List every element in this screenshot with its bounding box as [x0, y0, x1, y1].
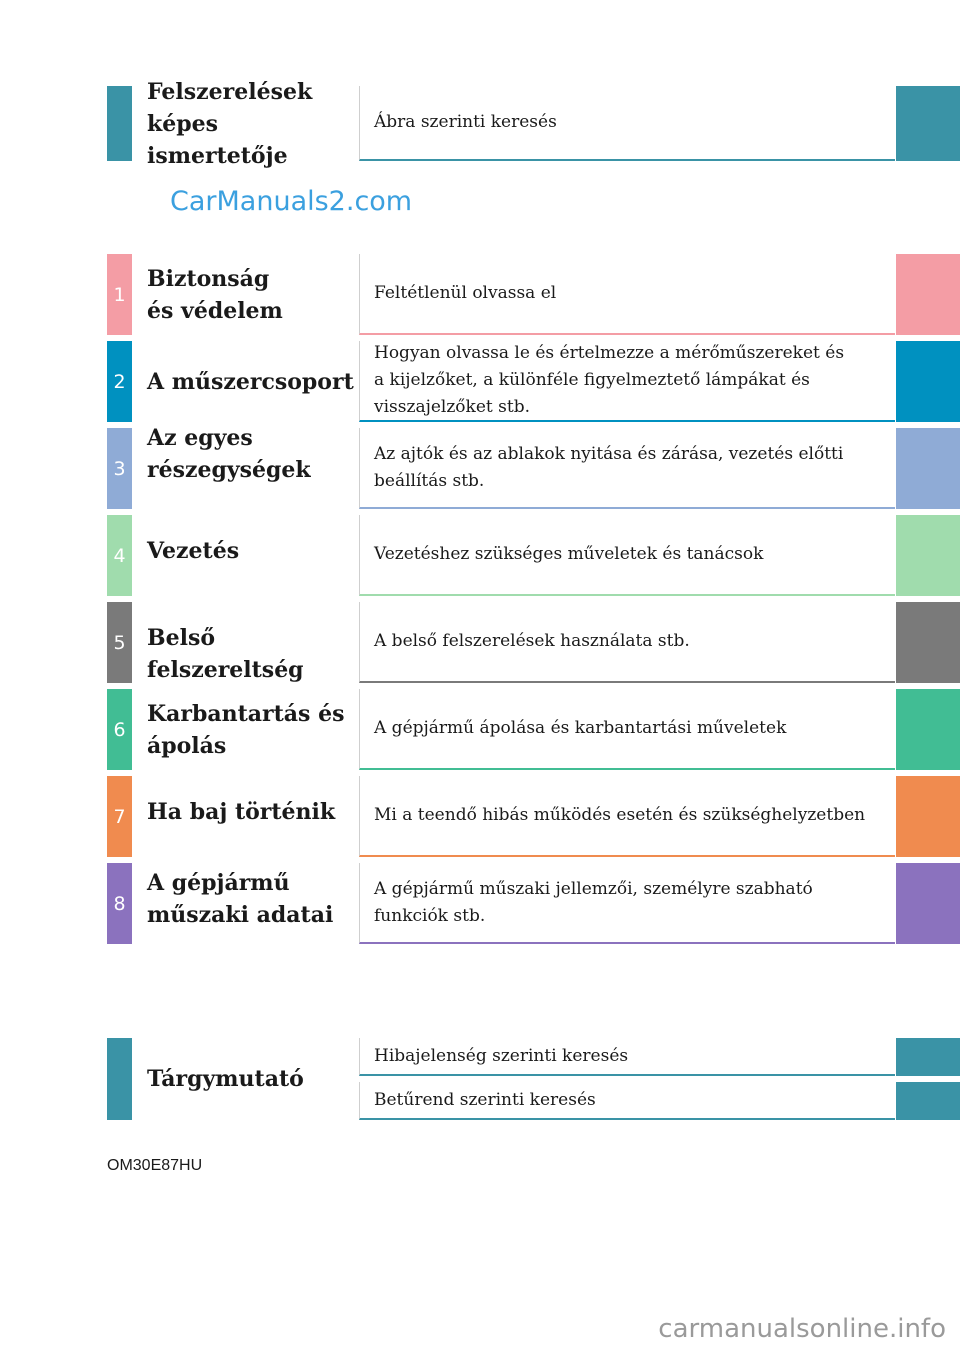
- document-code: OM30E87HU: [107, 1157, 203, 1174]
- chapter-number: 8: [107, 863, 132, 944]
- footer-watermark: carmanualsonline.info: [658, 1314, 946, 1344]
- overview-tab[interactable]: [896, 86, 960, 161]
- index-title-text: Tárgymutató: [147, 1066, 304, 1092]
- chapter-row-2[interactable]: [107, 341, 960, 422]
- chapter-row-7[interactable]: [107, 776, 960, 857]
- index-item-symptom-search[interactable]: [359, 1038, 895, 1076]
- index-title: [147, 1038, 357, 1120]
- overview-title-text: Felszerelések képes ismertetője: [147, 78, 313, 169]
- chapter-row-8[interactable]: [107, 863, 960, 944]
- chapter-title: [147, 602, 357, 683]
- chapter-tab[interactable]: [896, 341, 960, 422]
- chapter-desc-text: A belső felszerelések használata stb.: [374, 631, 690, 651]
- overview-row[interactable]: [107, 78, 960, 169]
- chapter-desc-text: Az ajtók és az ablakok nyitása és zárása, vezetés előtti beállítás stb.: [374, 443, 844, 491]
- chapter-desc: [359, 602, 895, 683]
- chapter-number: 4: [107, 515, 132, 596]
- overview-desc-text: Ábra szerinti keresés: [374, 112, 557, 132]
- chapter-desc: [359, 689, 895, 770]
- chapter-desc-text: Vezetéshez szükséges műveletek és tanácsok: [374, 544, 764, 564]
- index-row: [107, 1038, 960, 1120]
- chapter-desc: [359, 254, 895, 335]
- chapter-tab[interactable]: [896, 863, 960, 944]
- chapter-row-5[interactable]: [107, 602, 960, 683]
- overview-color-bar: [107, 86, 132, 161]
- chapter-title: [147, 689, 357, 770]
- chapter-tab[interactable]: [896, 515, 960, 596]
- chapter-row-6[interactable]: [107, 689, 960, 770]
- chapter-number: 1: [107, 254, 132, 335]
- chapter-desc-text: Mi a teendő hibás működés esetén és szükséghelyzetben: [374, 805, 866, 825]
- chapter-title-text: A műszercsoport: [147, 368, 354, 395]
- overview-desc: [359, 86, 895, 161]
- chapter-number: 5: [107, 602, 132, 683]
- chapter-desc-text: A gépjármű műszaki jellemzői, személyre szabható funkciók stb.: [374, 878, 813, 926]
- chapter-tab[interactable]: [896, 602, 960, 683]
- chapter-title-text: Belső felszereltség: [147, 625, 304, 683]
- chapter-desc: [359, 341, 895, 422]
- chapter-number: 2: [107, 341, 132, 422]
- chapter-number: 7: [107, 776, 132, 857]
- chapter-desc-text: Hogyan olvassa le és értelmezze a mérőműszereket és a kijelzőket, a különféle figyelmeztető lámpákat és visszajelzőket stb.: [374, 343, 845, 417]
- chapter-desc-text: Feltétlenül olvassa el: [374, 283, 557, 303]
- chapter-tab[interactable]: [896, 776, 960, 857]
- chapter-title-text: Vezetés: [147, 538, 240, 564]
- index-tab-alphabetical[interactable]: [896, 1082, 960, 1120]
- chapter-title-text: Az egyes részegységek: [147, 425, 311, 483]
- chapter-tab[interactable]: [896, 254, 960, 335]
- watermark-text: CarManuals2.com: [170, 186, 413, 217]
- chapter-row-4[interactable]: [107, 515, 960, 596]
- chapter-desc: [359, 515, 895, 596]
- chapter-tab[interactable]: [896, 689, 960, 770]
- overview-title: [147, 78, 357, 169]
- chapter-tab[interactable]: [896, 428, 960, 509]
- chapter-title: [147, 425, 357, 509]
- index-item-text: Hibajelenség szerinti keresés: [374, 1046, 629, 1066]
- chapter-desc: [359, 428, 895, 509]
- chapter-desc-text: A gépjármű ápolása és karbantartási műveletek: [374, 718, 787, 738]
- index-tab-symptom[interactable]: [896, 1038, 960, 1076]
- chapter-number: 3: [107, 428, 132, 509]
- index-color-bar: [107, 1038, 132, 1120]
- index-item-text: Betűrend szerinti keresés: [374, 1090, 596, 1110]
- chapter-title-text: A gépjármű műszaki adatai: [147, 870, 334, 928]
- chapter-desc: [359, 776, 895, 857]
- chapter-row-1[interactable]: [107, 254, 960, 335]
- chapter-title-text: Karbantartás és ápolás: [147, 700, 345, 759]
- chapter-number: 6: [107, 689, 132, 770]
- index-item-alphabetical-search[interactable]: [359, 1082, 895, 1120]
- chapter-title: [147, 341, 357, 422]
- chapter-title-text: Biztonság és védelem: [147, 265, 283, 324]
- chapter-row-3[interactable]: [107, 425, 960, 509]
- chapter-title-text: Ha baj történik: [147, 799, 336, 825]
- chapter-desc: [359, 863, 895, 944]
- chapter-title: [147, 776, 357, 857]
- chapter-title: [147, 515, 357, 596]
- chapter-title: [147, 254, 357, 335]
- chapter-title: [147, 863, 357, 944]
